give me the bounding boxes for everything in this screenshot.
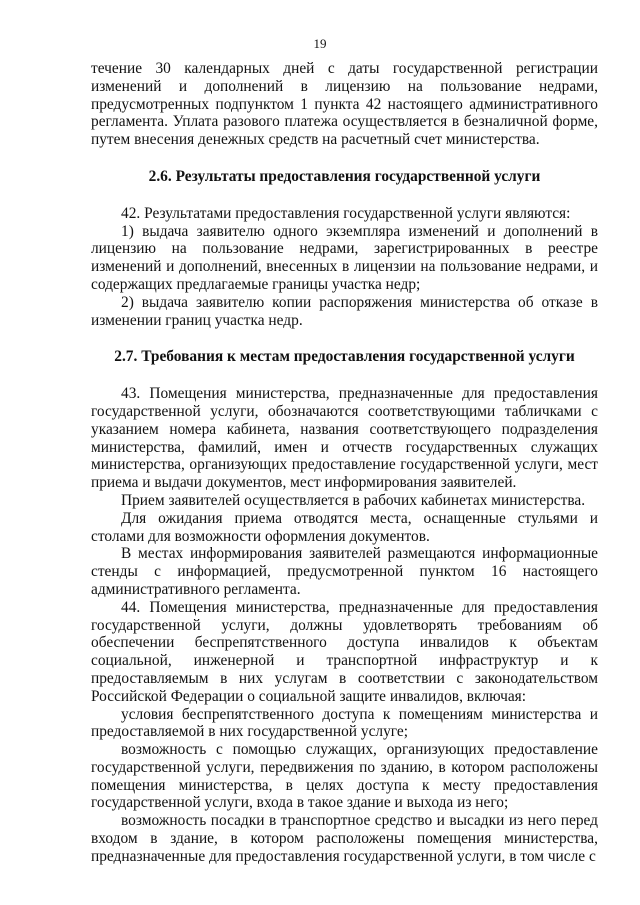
paragraph-44-access: условия беспрепятственного доступа к помещениям министерства и предоставляемой в них государственной услуге; (91, 705, 598, 741)
document-body (91, 60, 598, 866)
paragraph-42: 42. Результатами предоставления государственной услуги являются: (121, 204, 571, 222)
paragraph-44-transport: возможность посадки в транспортное средство и высадки из него перед входом в здание, в котором расположены помещения министерства, предназначенные для предоставления государственной услуги, в том числе с (91, 812, 598, 865)
paragraph-reception: Прием заявителей осуществляется в рабочих кабинетах министерства. (121, 491, 586, 509)
paragraph-44-movement: возможность с помощью служащих, организующих предоставление государственной услуги, передвижения по зданию, в котором расположены помещения министерства, в целях доступа к месту предоставления государственной услуги, входа в такое здание и выхода из него; (91, 741, 598, 812)
paragraph-info-stands: В местах информирования заявителей размещаются информационные стенды с информацией, предусмотренной пунктом 16 настоящего административного регламента. (91, 545, 598, 598)
paragraph-44: 44. Помещения министерства, предназначенные для предоставления государственной услуги, должны удовлетворять требованиям об обеспечении беспрепятственного доступа инвалидов к объектам социальной, инженерной и транспортной инфраструктур и к предоставляемым в них услугам в соответствии с законодательством Российской Федерации о социальной защите инвалидов, включая: (91, 598, 598, 705)
paragraph-continuation: течение 30 календарных дней с даты государственной регистрации изменений и дополнений в лицензию на пользование недрами, предусмотренных подпунктом 1 пункта 42 настоящего административного регламента. Уплата разового платежа осуществляется в безналичной форме, путем внесения денежных средств на расчетный счет министерства. (91, 60, 598, 149)
paragraph-42-item-1: 1) выдача заявителю одного экземпляра изменений и дополнений в лицензию на пользование недрами, зарегистрированных в реестре изменений и дополнений, внесенных в лицензии на пользование недрами, и содержащих предлагаемые границы участка недр; (91, 222, 598, 293)
section-heading-2-6: 2.6. Результаты предоставления государственной услуги (148, 167, 541, 185)
page-number: 19 (313, 36, 327, 51)
paragraph-waiting: Для ожидания приема отводятся места, оснащенные стульями и столами для возможности оформления документов. (91, 509, 598, 545)
paragraph-42-item-2: 2) выдача заявителю копии распоряжения министерства об отказе в изменении границ участка недр. (91, 293, 598, 329)
paragraph-43: 43. Помещения министерства, предназначенные для предоставления государственной услуги, обозначаются соответствующими табличками с указанием номера кабинета, названия соответствующего подразделения министерства, фамилий, имен и отчеств государственных служащих министерства, организующих предоставление государственной услуги, мест приема и выдачи документов, мест информирования заявителей. (91, 385, 598, 492)
section-heading-2-7: 2.7. Требования к местам предоставления государственной услуги (114, 348, 575, 366)
